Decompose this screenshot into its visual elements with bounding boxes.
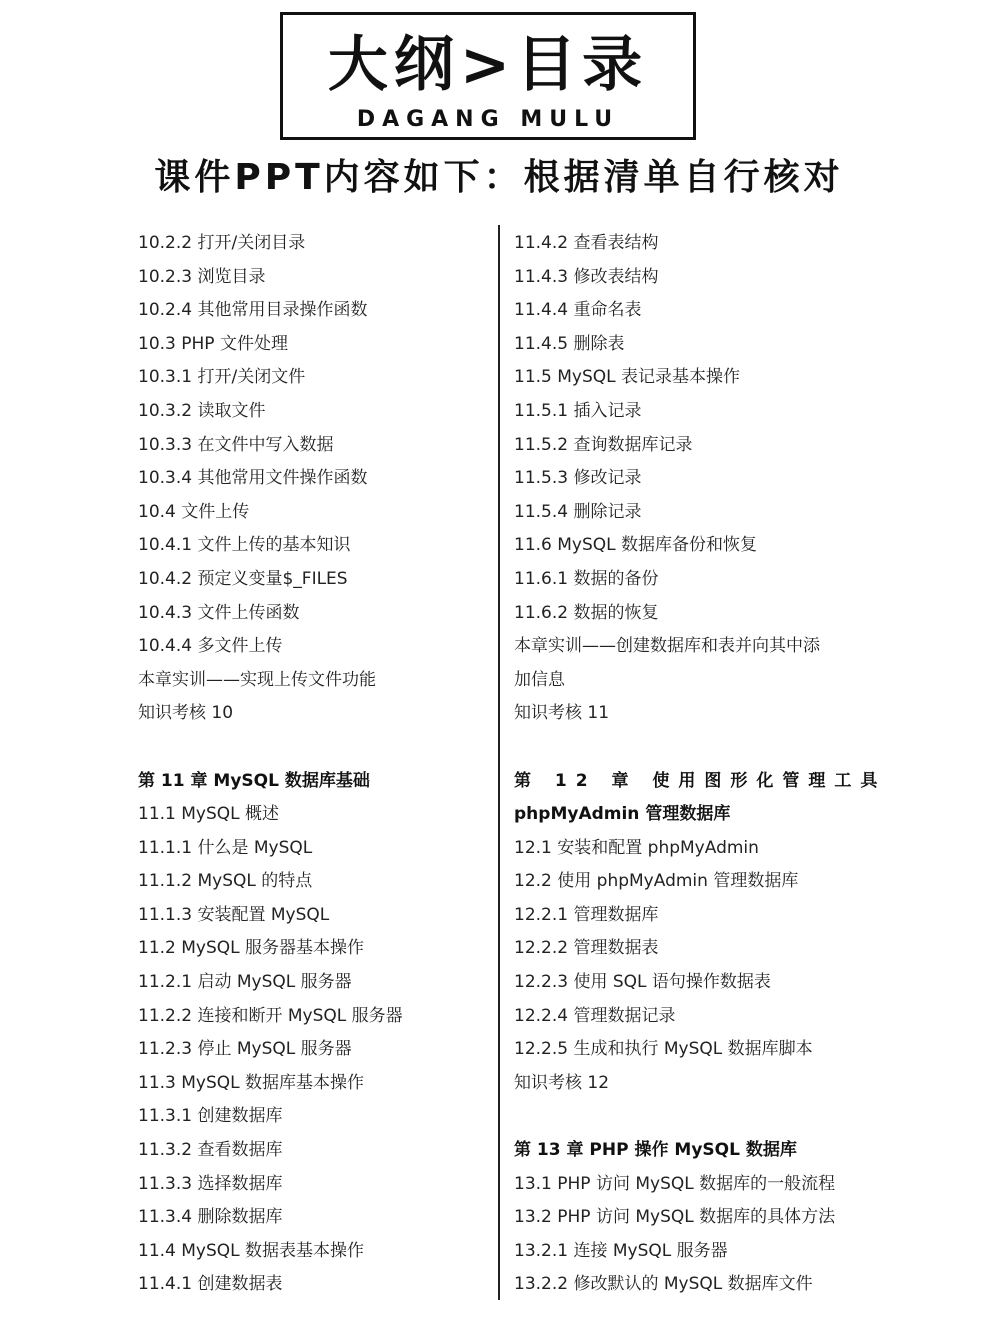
toc-entry: 10.4 文件上传 bbox=[138, 501, 250, 522]
toc-entry: 11.3.1 创建数据库 bbox=[138, 1106, 283, 1127]
toc-entry: 11.5 MySQL 表记录基本操作 bbox=[514, 367, 741, 388]
toc-entry: 11.4.5 删除表 bbox=[514, 333, 625, 354]
toc-chapter-heading: phpMyAdmin 管理数据库 bbox=[514, 804, 731, 825]
toc-entry: 11.4.2 查看表结构 bbox=[514, 233, 659, 253]
toc-entry: 12.2.5 生成和执行 MySQL 数据库脚本 bbox=[514, 1039, 813, 1060]
toc-chapter-heading: 第 11 章 MySQL 数据库基础 bbox=[138, 770, 370, 791]
toc-chapter-heading: 第 13 章 PHP 操作 MySQL 数据库 bbox=[514, 1140, 797, 1161]
column-divider bbox=[498, 225, 500, 1300]
toc-entry: 13.2 PHP 访问 MySQL 数据库的具体方法 bbox=[514, 1207, 836, 1228]
toc-entry: 11.2.3 停止 MySQL 服务器 bbox=[138, 1039, 352, 1060]
toc-entry: 13.2.2 修改默认的 MySQL 数据库文件 bbox=[514, 1274, 813, 1295]
toc-right-column bbox=[514, 227, 887, 1302]
toc-entry: 12.2.3 使用 SQL 语句操作数据表 bbox=[514, 972, 771, 993]
toc-entry: 10.3.2 读取文件 bbox=[138, 400, 266, 421]
toc-entry: 10.2.2 打开/关闭目录 bbox=[138, 233, 306, 253]
toc-spacer bbox=[514, 731, 864, 765]
toc-entry: 12.1 安装和配置 phpMyAdmin bbox=[514, 837, 759, 858]
toc-entry: 11.4.4 重命名表 bbox=[514, 300, 642, 321]
toc-chapter-heading: 第 12 章 使用图形化管理工具 bbox=[514, 770, 887, 791]
toc-entry: 10.3.1 打开/关闭文件 bbox=[138, 367, 306, 388]
toc-entry: 10.3 PHP 文件处理 bbox=[138, 333, 288, 354]
toc-entry: 13.1 PHP 访问 MySQL 数据库的一般流程 bbox=[514, 1173, 836, 1194]
toc-entry: 11.4 MySQL 数据表基本操作 bbox=[138, 1240, 365, 1261]
toc-entry: 11.3 MySQL 数据库基本操作 bbox=[138, 1072, 365, 1093]
toc-entry: 10.4.1 文件上传的基本知识 bbox=[138, 535, 351, 556]
toc-entry: 11.6.2 数据的恢复 bbox=[514, 602, 659, 623]
toc-entry: 知识考核 11 bbox=[514, 703, 610, 724]
page-subtitle: 课件PPT内容如下：根据清单自行核对 bbox=[154, 157, 844, 198]
toc-entry: 11.6 MySQL 数据库备份和恢复 bbox=[514, 535, 758, 556]
toc-entry: 10.2.3 浏览目录 bbox=[138, 266, 266, 287]
toc-entry: 10.3.4 其他常用文件操作函数 bbox=[138, 468, 368, 489]
toc-entry: 11.2.2 连接和断开 MySQL 服务器 bbox=[138, 1005, 403, 1026]
toc-entry: 11.1.3 安装配置 MySQL bbox=[138, 904, 330, 925]
toc-entry: 11.4.1 创建数据表 bbox=[138, 1274, 283, 1295]
toc-left-column bbox=[138, 227, 488, 1302]
toc-entry: 10.4.4 多文件上传 bbox=[138, 636, 283, 657]
toc-entry: 12.2.4 管理数据记录 bbox=[514, 1005, 676, 1026]
toc-entry: 10.4.3 文件上传函数 bbox=[138, 602, 300, 623]
toc-entry: 11.6.1 数据的备份 bbox=[514, 568, 659, 589]
toc-entry: 知识考核 10 bbox=[138, 703, 234, 724]
toc-entry: 10.3.3 在文件中写入数据 bbox=[138, 434, 334, 455]
toc-entry: 10.2.4 其他常用目录操作函数 bbox=[138, 300, 368, 321]
toc-entry: 11.1.1 什么是 MySQL bbox=[138, 837, 313, 858]
toc-entry: 11.2 MySQL 服务器基本操作 bbox=[138, 938, 365, 959]
toc-entry: 11.3.3 选择数据库 bbox=[138, 1173, 283, 1194]
toc-entry: 10.4.2 预定义变量$_FILES bbox=[138, 568, 348, 589]
title-box bbox=[280, 12, 696, 140]
toc-spacer bbox=[138, 731, 488, 765]
toc-entry: 12.2.2 管理数据表 bbox=[514, 938, 659, 959]
toc-spacer bbox=[514, 1100, 864, 1134]
toc-entry: 加信息 bbox=[514, 669, 565, 690]
toc-entry: 11.3.2 查看数据库 bbox=[138, 1140, 283, 1161]
toc-entry: 本章实训——实现上传文件功能 bbox=[138, 669, 376, 690]
toc-entry: 11.2.1 启动 MySQL 服务器 bbox=[138, 972, 352, 993]
toc-entry: 11.1 MySQL 概述 bbox=[138, 804, 280, 825]
toc-entry: 11.3.4 删除数据库 bbox=[138, 1207, 283, 1228]
toc-entry: 11.5.3 修改记录 bbox=[514, 468, 642, 489]
page-title: 大纲>目录 bbox=[327, 30, 649, 100]
toc-entry: 13.2.1 连接 MySQL 服务器 bbox=[514, 1240, 728, 1261]
toc-entry: 11.5.1 插入记录 bbox=[514, 400, 642, 421]
toc-entry: 11.1.2 MySQL 的特点 bbox=[138, 871, 313, 892]
toc-entry: 12.2.1 管理数据库 bbox=[514, 904, 659, 925]
toc-entry: 知识考核 12 bbox=[514, 1072, 610, 1093]
toc-entry: 12.2 使用 phpMyAdmin 管理数据库 bbox=[514, 871, 799, 892]
toc-entry: 本章实训——创建数据库和表并向其中添 bbox=[514, 636, 820, 657]
toc-entry: 11.4.3 修改表结构 bbox=[514, 266, 659, 287]
toc-entry: 11.5.4 删除记录 bbox=[514, 501, 642, 522]
page-title-pinyin: DAGANG MULU bbox=[356, 107, 620, 132]
toc-entry: 11.5.2 查询数据库记录 bbox=[514, 434, 693, 455]
